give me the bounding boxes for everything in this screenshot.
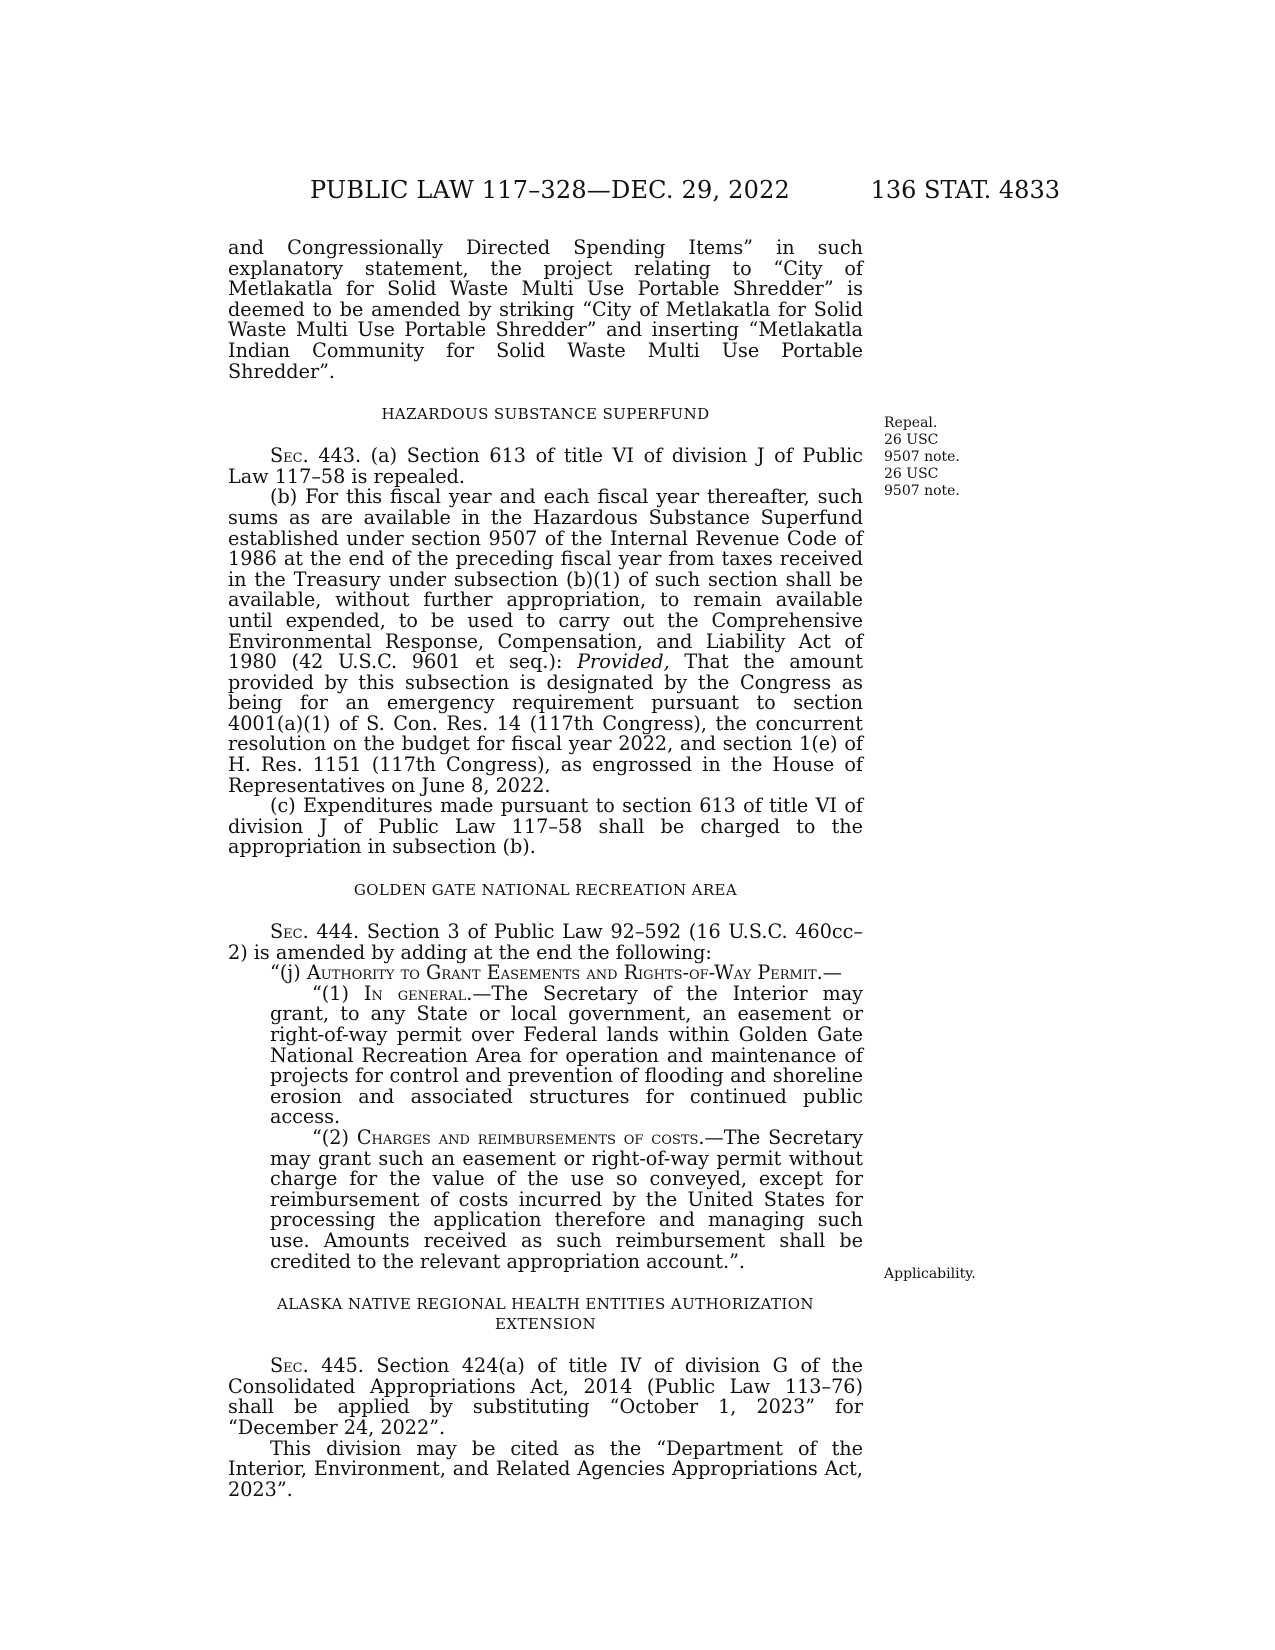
p2-title: Charges and reimbursements of costs xyxy=(356,1125,699,1149)
section-443-b-text-1: (b) For this fiscal year and each fiscal year thereafter, such sums as are available in the Hazardous Substance Superfund established under section 9507 of the Internal Revenue Code of 1986 at the end of the preceding fiscal year from taxes received in the Treasury under subsection (b)(1) of such section shall be available, without further appropriation, to remain available until expended, to be used to carry out the Comprehensive Environmental Response, Compensation, and Liability Act of 1980 (42 U.S.C. 9601 et seq.): xyxy=(228,485,863,674)
j-suffix: .— xyxy=(816,961,842,985)
sec-label: Sec. xyxy=(270,444,309,468)
section-443-b xyxy=(228,487,863,796)
running-title: PUBLIC LAW 117–328—DEC. 29, 2022 xyxy=(310,176,791,204)
page-header xyxy=(300,176,1060,210)
j-prefix: “(j) xyxy=(270,961,307,985)
section-445 xyxy=(228,1356,863,1438)
provided-proviso: Provided, xyxy=(577,650,670,674)
heading-alaska-line-2: EXTENSION xyxy=(495,1315,596,1334)
heading-golden-gate: GOLDEN GATE NATIONAL RECREATION AREA xyxy=(353,881,738,900)
margin-note-repeal: Repeal. xyxy=(884,415,938,431)
margin-note-usc-2: 26 USC 9507 note. xyxy=(884,466,960,499)
p2-prefix: “(2) xyxy=(312,1125,357,1149)
section-445-text: 445. Section 424(a) of title IV of division G of the Consolidated Appropriations Act, 2014 (Public Law 113–76) shall be applied by substituting “October 1, 2023” for “December 24, 2022”. xyxy=(228,1354,863,1439)
p1-prefix: “(1) xyxy=(312,981,364,1005)
section-444-paragraph-2 xyxy=(228,1125,863,1273)
section-444-intro-text: 444. Section 3 of Public Law 92–592 (16 U.S.C. 460cc–2) is amended by adding at the end the following: xyxy=(228,920,863,964)
statute-page-number: 136 STAT. 4833 xyxy=(870,176,1060,204)
p1-title: In general xyxy=(363,981,467,1005)
closing-citation: This division may be cited as the “Department of the Interior, Environment, and Related Agencies Appropriations Act, 2023”. xyxy=(228,1436,863,1501)
document-body xyxy=(228,238,863,1500)
sec-label: Sec. xyxy=(270,1354,309,1378)
sec-label: Sec. xyxy=(270,920,309,944)
heading-hazardous-substance-superfund: HAZARDOUS SUBSTANCE SUPERFUND xyxy=(381,405,710,424)
intro-paragraph: and Congressionally Directed Spending Items” in such explanatory statement, the project relating to “City of Metlakatla for Solid Waste Multi Use Portable Shredder” is deemed to be amended by striking “City of Metlakatla for Solid Waste Multi Use Portable Shredder” and inserting “Metlakatla Indian Community for Solid Waste Multi Use Portable Shredder”. xyxy=(228,236,863,383)
section-444-paragraph-1 xyxy=(228,981,863,1129)
section-443-a xyxy=(228,446,863,487)
p2-text: .—The Secretary may grant such an easement or right-of-way permit without charge for the value of the use so conveyed, except for reimbursement of costs incurred by the United States for processing the application therefore and managing such use. Amounts received as such reimbursement shall be credited to the relevant appropriation account.”. xyxy=(270,1125,863,1273)
margin-note-usc-1: 26 USC 9507 note. xyxy=(884,432,960,465)
section-444-j xyxy=(228,963,863,984)
section-443-c: (c) Expenditures made pursuant to section 613 of title VI of division J of Public Law 117–58 shall be charged to the appropriation in subsection (b). xyxy=(228,794,863,859)
heading-alaska-native xyxy=(228,1294,863,1334)
section-443-a-text: 443. (a) Section 613 of title VI of division J of Public Law 117–58 is repealed. xyxy=(228,444,863,488)
section-444-intro xyxy=(228,922,863,963)
heading-alaska-line-1: ALASKA NATIVE REGIONAL HEALTH ENTITIES AUTHORIZATION xyxy=(277,1295,814,1314)
j-title: Authority to Grant Easements and Rights-of-Way Permit xyxy=(306,961,817,985)
p1-text: .—The Secretary of the Interior may grant, to any State or local government, an easement or right-of-way permit over Federal lands within Golden Gate National Recreation Area for operation and maintenance of projects for control and prevention of flooding and shoreline erosion and associated structures for continued public access. xyxy=(270,981,863,1129)
section-443-b-text-2: That the amount provided by this subsection is designated by the Congress as being for an emergency requirement pursuant to section 4001(a)(1) of S. Con. Res. 14 (117th Congress), the concurrent resolution on the budget for fiscal year 2022, and section 1(e) of H. Res. 1151 (117th Congress), as engrossed in the House of Representatives on June 8, 2022. xyxy=(228,650,864,797)
margin-note-applicability: Applicability. xyxy=(884,1266,976,1282)
